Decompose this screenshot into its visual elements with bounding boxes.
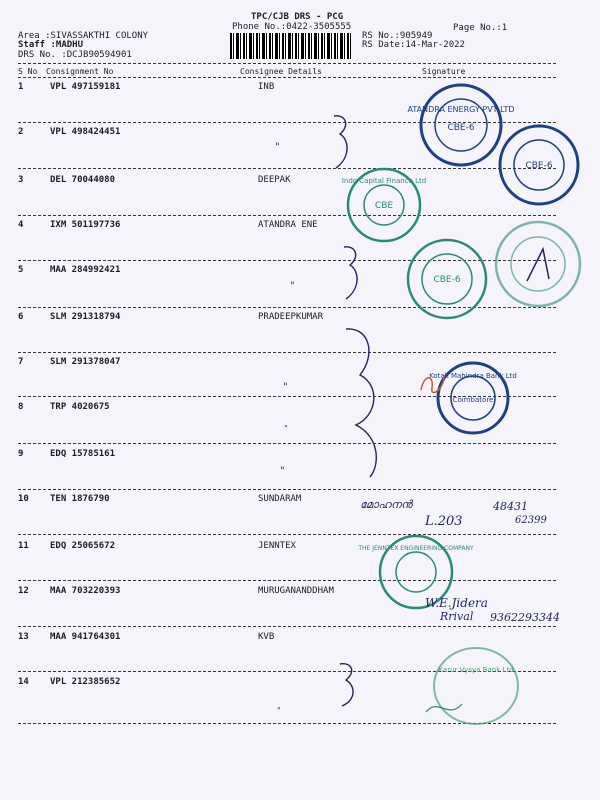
row-sno: 7 (18, 357, 24, 367)
row-sno: 1 (18, 82, 24, 92)
stamp-text: Kotak Mahindra Bank Ltd (429, 372, 517, 380)
row-consignment: EDQ 25065672 (50, 541, 116, 551)
row-sno: 2 (18, 127, 24, 137)
row-sno: 8 (18, 402, 24, 412)
row-divider (18, 489, 556, 490)
barcode (230, 33, 351, 59)
handwritten-note: Rrival (440, 610, 474, 623)
stamp-city: Coimbatore (452, 396, 494, 404)
stamp-city: CBE (374, 201, 394, 211)
stamp-city: CBE-6 (433, 275, 461, 285)
row-divider (18, 352, 556, 353)
table-row (0, 312, 600, 332)
signature-scribble (418, 370, 448, 400)
row-sno: 3 (18, 175, 24, 185)
row-sno: 9 (18, 449, 24, 459)
row-consignment: SLM 291318794 (50, 312, 121, 322)
row-consignment: VPL 497159181 (50, 82, 121, 92)
row-consignment: VPL 498424451 (50, 127, 121, 137)
row-divider (18, 168, 556, 169)
col-sno: S No (18, 67, 38, 76)
company-stamp (493, 219, 583, 309)
row-consignee: INB (258, 82, 275, 92)
stamp-text: ATANDRA ENERGY PVT LTD (407, 105, 515, 114)
stamp-text: Indo Capital Finance Ltd (341, 177, 427, 185)
column-divider (18, 77, 556, 78)
row-consignee: ATANDRA ENE (258, 220, 318, 230)
row-consignment: SLM 291378047 (50, 357, 121, 367)
rs-number: RS No.:905949 (362, 31, 433, 41)
row-sno: 6 (18, 312, 24, 322)
brace-mark (340, 243, 370, 303)
rs-date: RS Date:14-Mar-2022 (362, 40, 465, 50)
row-sno: 12 (18, 586, 29, 596)
row-sno: 11 (18, 541, 29, 551)
col-consignment: Consignment No (46, 67, 114, 76)
handwritten-note: മോഹനൻ (360, 498, 413, 511)
handwritten-name: W.E.Jidera (425, 596, 488, 610)
row-sno: 13 (18, 632, 29, 642)
stamp-city: CBE-6 (525, 161, 553, 171)
handwritten-number: 9362293344 (490, 611, 560, 624)
staff-label: Staff :MADHU (18, 40, 84, 50)
handwritten-note: L.203 (425, 514, 463, 529)
document-title: TPC/CJB DRS - PCG (251, 12, 344, 22)
row-consignee: MURUGANANDDHAM (258, 586, 334, 596)
row-sno: 5 (18, 265, 24, 275)
row-divider (18, 626, 556, 627)
ditto-mark: " (280, 466, 285, 477)
row-divider (18, 580, 556, 581)
row-consignment: TRP 4020675 (50, 402, 110, 412)
row-consignment: IXM 501197736 (50, 220, 121, 230)
table-row (0, 541, 600, 561)
row-consignee: DEEPAK (258, 175, 291, 185)
col-signature: Signature (422, 67, 466, 76)
bank-stamp (418, 642, 522, 726)
row-sno: 10 (18, 494, 29, 504)
page-number: Page No.:1 (453, 23, 508, 33)
table-row (0, 82, 600, 102)
stamp-text: THE JENNTEX ENGINEERING COMPANY (358, 545, 474, 552)
table-row (0, 449, 600, 469)
row-divider (18, 215, 556, 216)
company-stamp (405, 237, 489, 321)
company-stamp (497, 123, 581, 207)
row-consignment: VPL 212385652 (50, 677, 121, 687)
row-consignment: DEL 70044080 (50, 175, 116, 185)
row-sno: 4 (18, 220, 24, 230)
row-consignee: PRADEEPKUMAR (258, 312, 324, 322)
ditto-mark: " (275, 142, 280, 153)
ditto-mark: " (277, 706, 281, 715)
row-consignment: MAA 284992421 (50, 265, 121, 275)
finance-stamp (341, 165, 427, 245)
row-consignee: KVB (258, 632, 275, 642)
stamp-city: CBE-6 (447, 123, 475, 133)
header-divider (18, 63, 556, 64)
table-row (0, 586, 600, 606)
ditto-mark: " (284, 424, 288, 433)
ditto-mark: " (283, 382, 288, 393)
row-sno: 14 (18, 677, 29, 687)
brace-mark (340, 325, 390, 480)
row-consignment: TEN 1876790 (50, 494, 110, 504)
company-stamp (407, 82, 515, 168)
col-consignee: Consignee Details (240, 67, 322, 76)
phone-number: Phone No.:0422-3505555 (232, 22, 352, 32)
area-label: Area :SIVASSAKTHI COLONY (18, 31, 149, 41)
row-divider (18, 443, 556, 444)
row-consignment: EDQ 15785161 (50, 449, 116, 459)
brace-mark (330, 112, 360, 172)
handwritten-number: 48431 (493, 500, 528, 513)
brace-mark (336, 660, 366, 710)
row-consignee: JENNTEX (258, 541, 296, 551)
row-consignee: SUNDARAM (258, 494, 302, 504)
row-divider (18, 534, 556, 535)
row-consignment: MAA 703220393 (50, 586, 121, 596)
row-consignment: MAA 941764301 (50, 632, 121, 642)
ditto-mark: " (290, 281, 295, 292)
handwritten-number: 62399 (515, 515, 547, 526)
drs-number: DRS No. :DCJB90594901 (18, 50, 132, 60)
stamp-text: Karur Vysya Bank Ltd (438, 666, 514, 674)
